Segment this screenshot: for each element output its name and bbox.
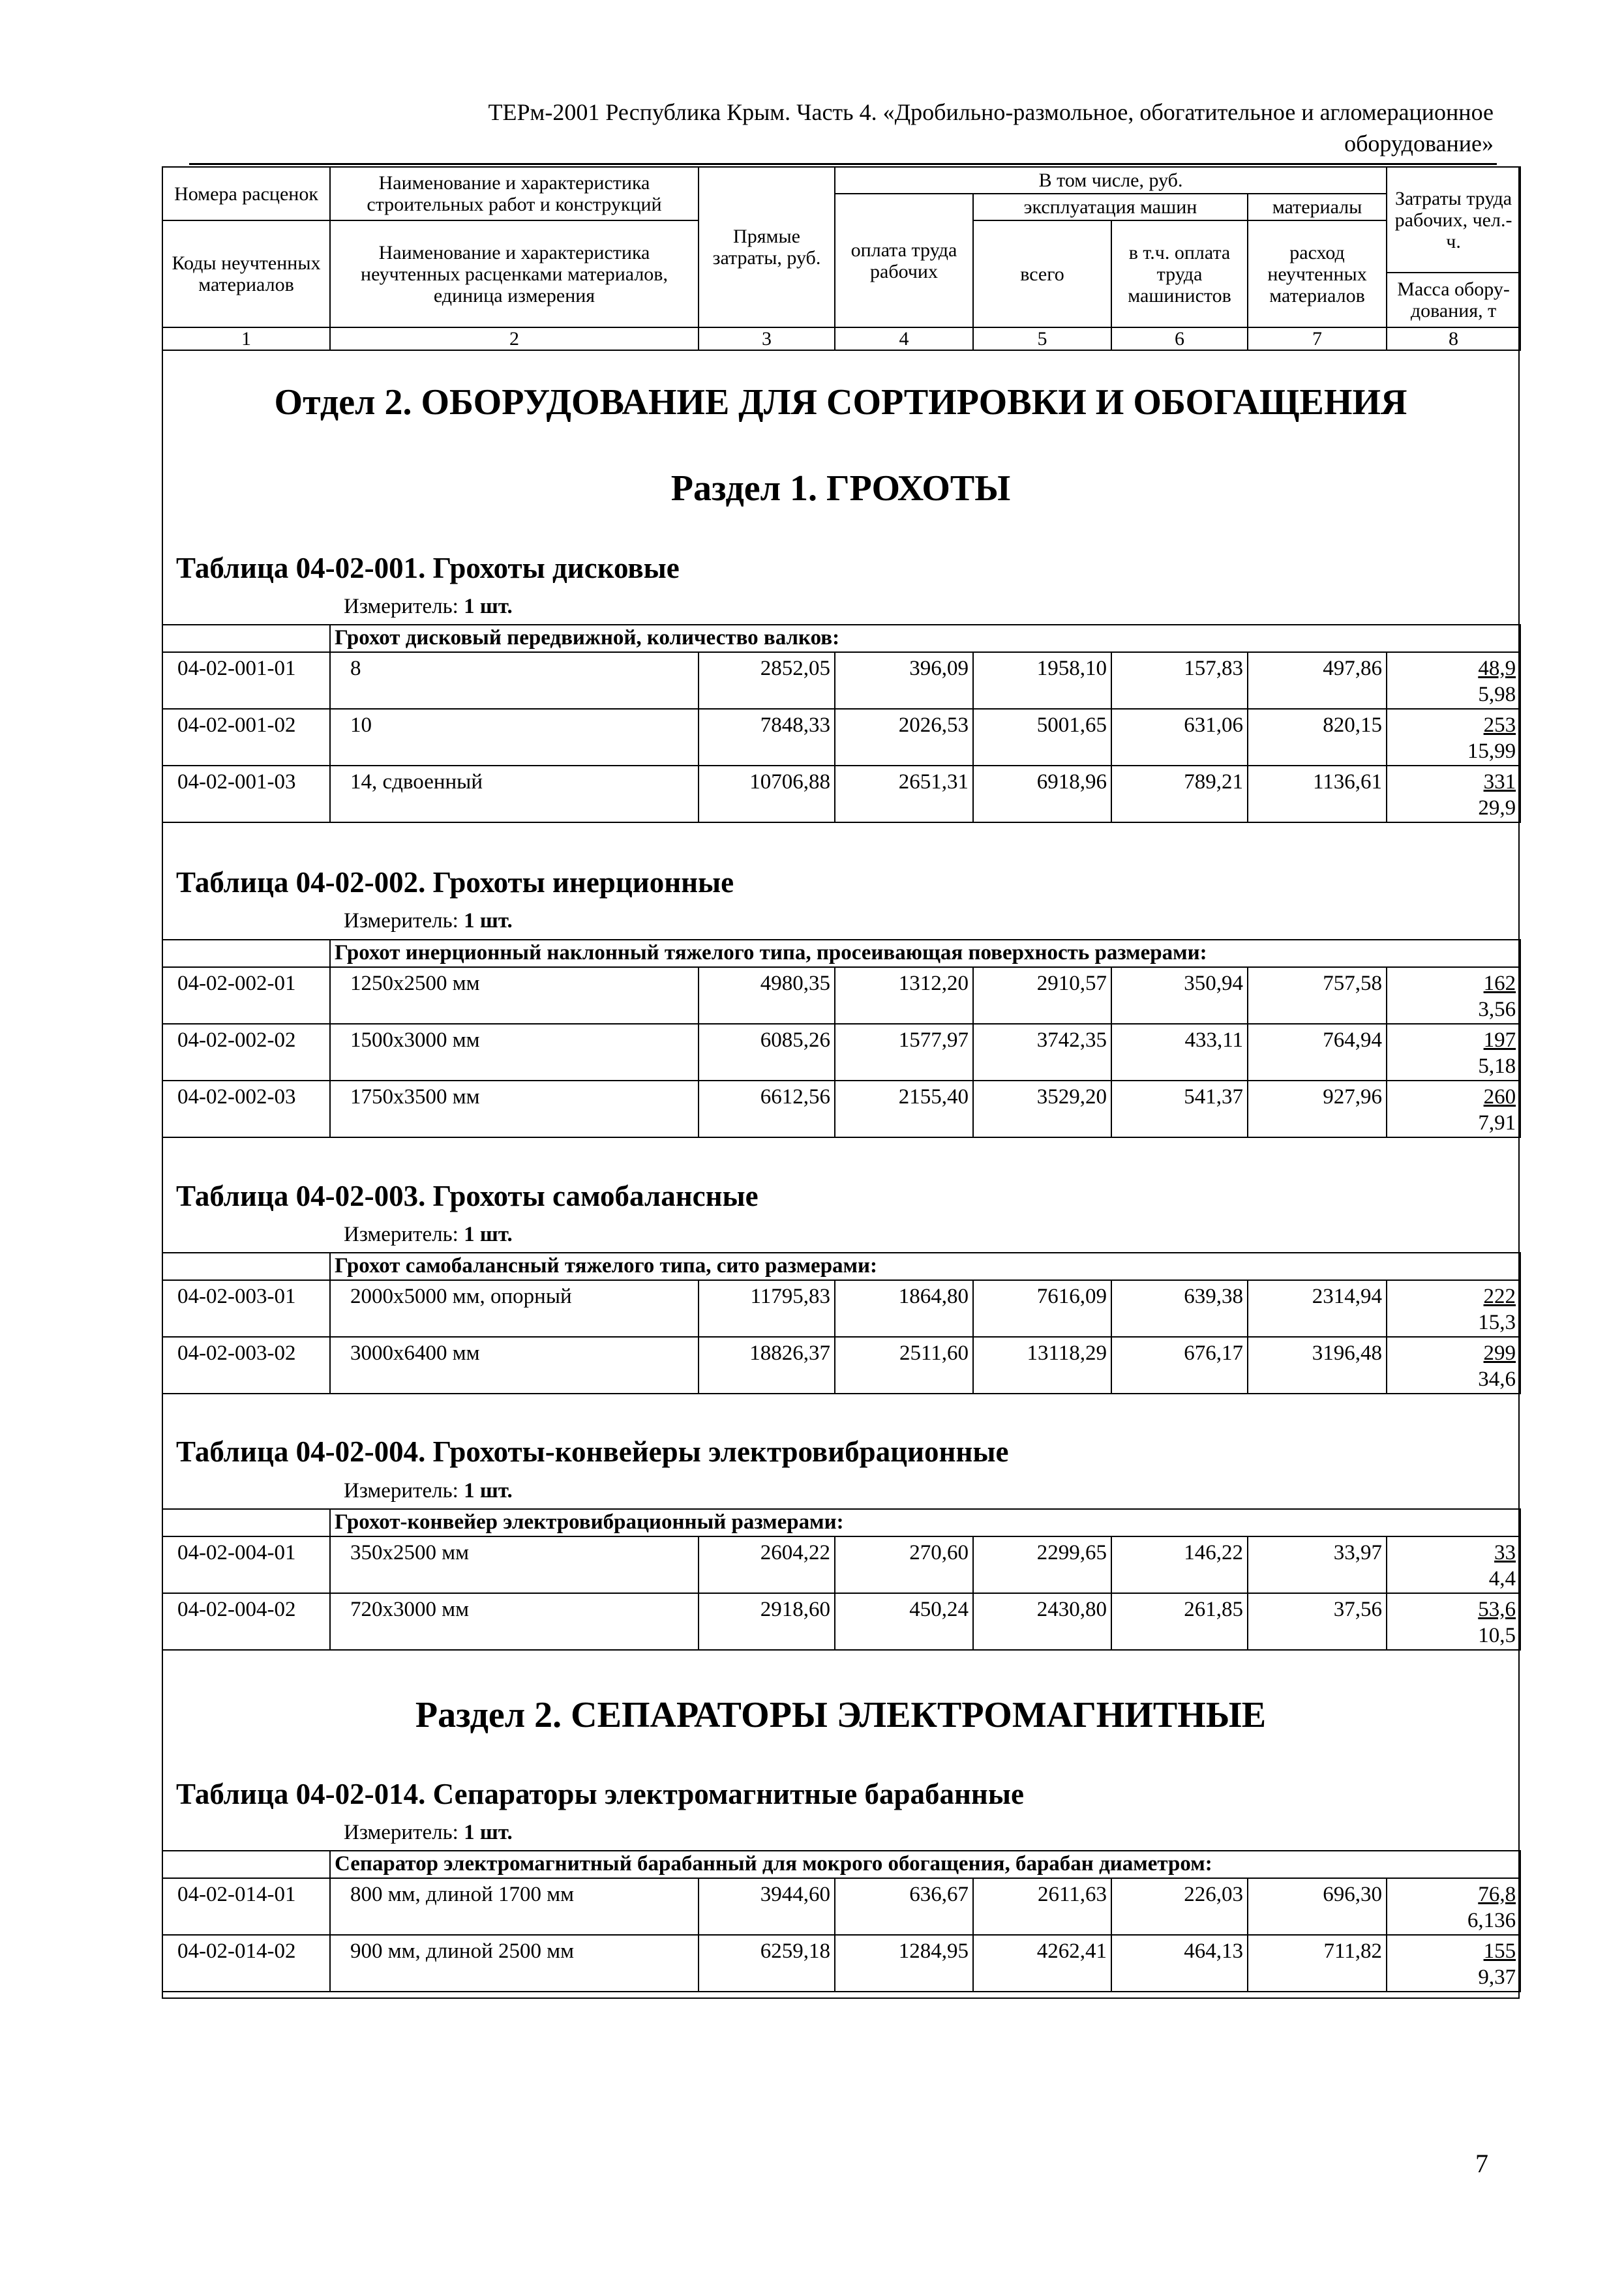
operators-cost: 157,83: [1111, 652, 1248, 709]
labor-cost: 2026,53: [835, 709, 973, 766]
col-header-1-top: Номера расценок: [162, 167, 330, 220]
materials-cost: 3196,48: [1248, 1337, 1387, 1394]
equipment-mass: 5,98: [1478, 683, 1516, 706]
rate-code: 04-02-002-03: [162, 1081, 330, 1137]
machines-cost: 6918,96: [973, 766, 1111, 822]
equipment-mass: 6,136: [1467, 1909, 1516, 1932]
labor-cost: 636,67: [835, 1878, 973, 1935]
direct-cost: 6085,26: [699, 1024, 835, 1081]
col-header-7: расход неучтенных материалов: [1248, 220, 1387, 327]
direct-cost: 2604,22: [699, 1536, 835, 1593]
rate-name: 1250x2500 мм: [330, 967, 699, 1024]
direct-cost: 3944,60: [699, 1878, 835, 1935]
equipment-mass: 15,3: [1478, 1311, 1516, 1334]
col-header-5: всего: [973, 220, 1111, 327]
materials-cost: 764,94: [1248, 1024, 1387, 1081]
rate-code: 04-02-014-01: [162, 1878, 330, 1935]
col-header-6: в т.ч. оплата труда машинистов: [1111, 220, 1248, 327]
col-number: 6: [1111, 327, 1248, 350]
labor-hours: 299: [1483, 1341, 1516, 1365]
department-title: Отдел 2. ОБОРУДОВАНИЕ ДЛЯ СОРТИРОВКИ И ОБОГАЩЕНИЯ: [274, 382, 1407, 423]
labor-hours: 331: [1483, 770, 1516, 794]
equipment-mass: 3,56: [1478, 998, 1516, 1021]
operators-cost: 433,11: [1111, 1024, 1248, 1081]
table-title: Таблица 04-02-002. Грохоты инерционные: [176, 866, 734, 899]
labor-cost: 2511,60: [835, 1337, 973, 1394]
equipment-mass: 5,18: [1478, 1055, 1516, 1078]
machines-cost: 5001,65: [973, 709, 1111, 766]
labor-cost: 270,60: [835, 1536, 973, 1593]
equipment-mass: 4,4: [1488, 1567, 1516, 1591]
table-title: Таблица 04-02-014. Сепараторы электромагнитные барабанные: [176, 1778, 1024, 1810]
running-header-line1: ТЕРм-2001 Республика Крым. Часть 4. «Дробильно-размольное, обогатительное и агломерационное: [488, 99, 1494, 125]
rate-code: 04-02-002-01: [162, 967, 330, 1024]
labor-hours: 48,9: [1478, 657, 1516, 680]
col-header-machines: эксплуатация машин: [973, 194, 1248, 220]
materials-cost: 757,58: [1248, 967, 1387, 1024]
table-title: Таблица 04-02-003. Грохоты самобалансные: [176, 1180, 759, 1212]
labor-hours: 76,8: [1478, 1883, 1516, 1906]
machines-cost: 3742,35: [973, 1024, 1111, 1081]
direct-cost: 6612,56: [699, 1081, 835, 1137]
labor-hours: 33: [1494, 1541, 1516, 1564]
rate-name: 720x3000 мм: [330, 1593, 699, 1650]
section-title: Раздел 2. СЕПАРАТОРЫ ЭЛЕКТРОМАГНИТНЫЕ: [415, 1695, 1267, 1735]
machines-cost: 2430,80: [973, 1593, 1111, 1650]
measure-line: [344, 593, 513, 620]
table-title: Таблица 04-02-001. Грохоты дисковые: [176, 552, 680, 584]
labor-mass-cell: [1387, 1536, 1520, 1593]
materials-cost: 696,30: [1248, 1878, 1387, 1935]
rate-name: 8: [330, 652, 699, 709]
col-number: 5: [973, 327, 1111, 350]
rate-name: 1750x3500 мм: [330, 1081, 699, 1137]
measure-line: [344, 1478, 513, 1504]
rate-name: 2000x5000 мм, опорный: [330, 1280, 699, 1337]
table-title: Таблица 04-02-004. Грохоты-конвейеры электровибрационные: [176, 1435, 1009, 1468]
labor-mass-cell: [1387, 1935, 1520, 1992]
operators-cost: 676,17: [1111, 1337, 1248, 1394]
measure-unit: 1 шт.: [464, 595, 513, 618]
measure-line: [344, 1819, 513, 1846]
materials-cost: 33,97: [1248, 1536, 1387, 1593]
machines-cost: 4262,41: [973, 1935, 1111, 1992]
running-header-line2: оборудование»: [1344, 130, 1494, 157]
section-title: Раздел 1. ГРОХОТЫ: [670, 468, 1011, 509]
labor-mass-cell: [1387, 1024, 1520, 1081]
col-header-3: Прямые затраты, руб.: [699, 167, 835, 327]
col-header-4: оплата труда рабочих: [835, 194, 973, 327]
rate-code: 04-02-003-02: [162, 1337, 330, 1394]
rate-name: 900 мм, длиной 2500 мм: [330, 1935, 699, 1992]
materials-cost: 1136,61: [1248, 766, 1387, 822]
page-number: 7: [1475, 2149, 1488, 2178]
operators-cost: 789,21: [1111, 766, 1248, 822]
equipment-mass: 15,99: [1467, 740, 1516, 763]
machines-cost: 2910,57: [973, 967, 1111, 1024]
rate-code: 04-02-004-02: [162, 1593, 330, 1650]
rate-table: [162, 1252, 1521, 1394]
column-header-table: [162, 166, 1521, 351]
group-heading: Грохот самобалансный тяжелого типа, сито размерами:: [330, 1253, 1520, 1280]
equipment-mass: 34,6: [1478, 1368, 1516, 1391]
machines-cost: 3529,20: [973, 1081, 1111, 1137]
col-header-incl: В том числе, руб.: [835, 167, 1387, 194]
rate-code: 04-02-004-01: [162, 1536, 330, 1593]
rate-table: [162, 1508, 1521, 1651]
labor-hours: 222: [1483, 1285, 1516, 1308]
rate-name: 1500x3000 мм: [330, 1024, 699, 1081]
rate-name: 350x2500 мм: [330, 1536, 699, 1593]
rate-code: 04-02-001-01: [162, 652, 330, 709]
direct-cost: 10706,88: [699, 766, 835, 822]
measure-label: Измеритель:: [344, 1223, 459, 1246]
operators-cost: 350,94: [1111, 967, 1248, 1024]
labor-mass-cell: [1387, 766, 1520, 822]
direct-cost: 7848,33: [699, 709, 835, 766]
measure-line: [344, 1221, 513, 1248]
machines-cost: 13118,29: [973, 1337, 1111, 1394]
col-number: 4: [835, 327, 973, 350]
materials-cost: 2314,94: [1248, 1280, 1387, 1337]
measure-label: Измеритель:: [344, 595, 459, 618]
header-rule: [189, 163, 1497, 165]
labor-mass-cell: [1387, 1337, 1520, 1394]
labor-hours: 253: [1483, 713, 1516, 737]
measure-label: Измеритель:: [344, 1821, 459, 1844]
equipment-mass: 29,9: [1478, 796, 1516, 820]
rate-code: 04-02-014-02: [162, 1935, 330, 1992]
rate-table: [162, 939, 1521, 1138]
labor-hours: 162: [1483, 972, 1516, 995]
rate-code: 04-02-002-02: [162, 1024, 330, 1081]
col-number: 2: [330, 327, 699, 350]
machines-cost: 1958,10: [973, 652, 1111, 709]
group-heading: Грохот дисковый передвижной, количество валков:: [330, 625, 1520, 652]
labor-cost: 396,09: [835, 652, 973, 709]
materials-cost: 820,15: [1248, 709, 1387, 766]
col-header-1-bottom: Коды неучтенных материалов: [162, 220, 330, 327]
col-header-2-bottom: Наименование и характеристика неучтенных расценками материалов, единица измерения: [330, 220, 699, 327]
rate-table: [162, 1850, 1521, 1992]
rate-code: 04-02-001-03: [162, 766, 330, 822]
labor-mass-cell: [1387, 1280, 1520, 1337]
rate-name: 3000x6400 мм: [330, 1337, 699, 1394]
measure-unit: 1 шт.: [464, 1821, 513, 1844]
labor-cost: 2155,40: [835, 1081, 973, 1137]
direct-cost: 2852,05: [699, 652, 835, 709]
labor-cost: 1312,20: [835, 967, 973, 1024]
operators-cost: 464,13: [1111, 1935, 1248, 1992]
labor-mass-cell: [1387, 709, 1520, 766]
operators-cost: 261,85: [1111, 1593, 1248, 1650]
col-number: 3: [699, 327, 835, 350]
machines-cost: 2611,63: [973, 1878, 1111, 1935]
operators-cost: 226,03: [1111, 1878, 1248, 1935]
operators-cost: 631,06: [1111, 709, 1248, 766]
col-header-2-top: Наименование и характеристика строительных работ и конструкций: [330, 167, 699, 220]
measure-label: Измеритель:: [344, 1479, 459, 1503]
labor-cost: 1864,80: [835, 1280, 973, 1337]
col-header-8-top: Затраты труда рабочих, чел.-ч.: [1387, 167, 1520, 273]
equipment-mass: 7,91: [1478, 1111, 1516, 1135]
col-number: 8: [1387, 327, 1520, 350]
col-header-8-bottom: Масса обору-дования, т: [1387, 273, 1520, 327]
rate-code: 04-02-003-01: [162, 1280, 330, 1337]
equipment-mass: 10,5: [1478, 1624, 1516, 1647]
group-heading: Грохот инерционный наклонный тяжелого типа, просеивающая поверхность размерами:: [330, 940, 1520, 967]
rate-code: 04-02-001-02: [162, 709, 330, 766]
labor-mass-cell: [1387, 1081, 1520, 1137]
labor-cost: 1577,97: [835, 1024, 973, 1081]
labor-hours: 197: [1483, 1028, 1516, 1052]
materials-cost: 927,96: [1248, 1081, 1387, 1137]
machines-cost: 2299,65: [973, 1536, 1111, 1593]
direct-cost: 4980,35: [699, 967, 835, 1024]
machines-cost: 7616,09: [973, 1280, 1111, 1337]
labor-mass-cell: [1387, 1593, 1520, 1650]
labor-hours: 155: [1483, 1939, 1516, 1963]
rate-table: [162, 624, 1521, 823]
labor-mass-cell: [1387, 1878, 1520, 1935]
rate-name: 14, сдвоенный: [330, 766, 699, 822]
operators-cost: 146,22: [1111, 1536, 1248, 1593]
col-header-materials: материалы: [1248, 194, 1387, 220]
operators-cost: 541,37: [1111, 1081, 1248, 1137]
materials-cost: 37,56: [1248, 1593, 1387, 1650]
materials-cost: 497,86: [1248, 652, 1387, 709]
measure-unit: 1 шт.: [464, 1223, 513, 1246]
direct-cost: 6259,18: [699, 1935, 835, 1992]
col-number: 7: [1248, 327, 1387, 350]
rate-name: 10: [330, 709, 699, 766]
labor-hours: 53,6: [1478, 1598, 1516, 1621]
measure-unit: 1 шт.: [464, 909, 513, 933]
measure-unit: 1 шт.: [464, 1479, 513, 1503]
direct-cost: 2918,60: [699, 1593, 835, 1650]
measure-label: Измеритель:: [344, 909, 459, 933]
labor-hours: 260: [1483, 1085, 1516, 1109]
measure-line: [344, 908, 513, 934]
running-header: [163, 97, 1494, 159]
group-heading: Сепаратор электромагнитный барабанный для мокрого обогащения, барабан диаметром:: [330, 1851, 1520, 1878]
rate-name: 800 мм, длиной 1700 мм: [330, 1878, 699, 1935]
direct-cost: 11795,83: [699, 1280, 835, 1337]
direct-cost: 18826,37: [699, 1337, 835, 1394]
labor-cost: 1284,95: [835, 1935, 973, 1992]
labor-cost: 2651,31: [835, 766, 973, 822]
equipment-mass: 9,37: [1478, 1966, 1516, 1989]
labor-cost: 450,24: [835, 1593, 973, 1650]
group-heading: Грохот-конвейер электровибрационный размерами:: [330, 1509, 1520, 1536]
labor-mass-cell: [1387, 652, 1520, 709]
operators-cost: 639,38: [1111, 1280, 1248, 1337]
col-number: 1: [162, 327, 330, 350]
materials-cost: 711,82: [1248, 1935, 1387, 1992]
labor-mass-cell: [1387, 967, 1520, 1024]
